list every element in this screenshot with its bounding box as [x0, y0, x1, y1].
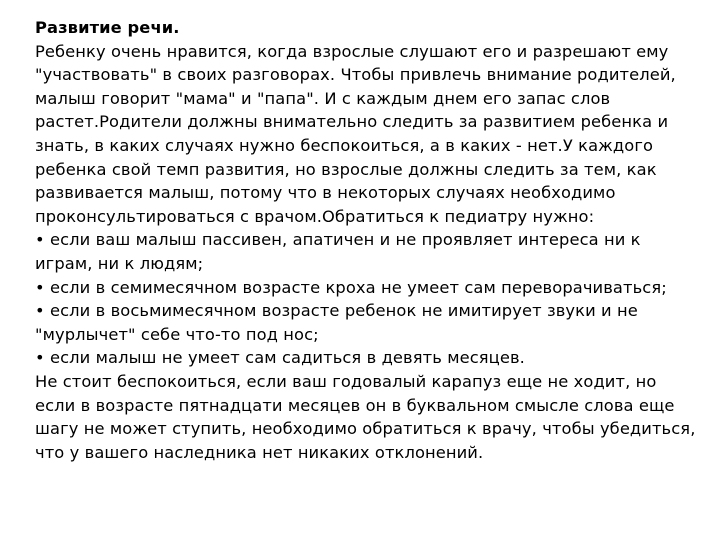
- text-line: развивается малыш, потому что в некоторых случаях необходимо: [35, 183, 616, 203]
- text-line: малыш говорит "мама" и "папа". И с каждым днем его запас слов: [35, 88, 611, 108]
- bullet-item: • если малыш не умеет сам садиться в девять месяцев.: [35, 348, 525, 368]
- text-line: шагу не может ступить, необходимо обратиться к врачу, чтобы убедиться,: [35, 419, 696, 439]
- text-line: если в возрасте пятнадцати месяцев он в буквальном смысле слова еще: [35, 395, 675, 415]
- text-line: знать, в каких случаях нужно беспокоиться, а в каких - нет.У каждого: [35, 135, 654, 155]
- text-line: что у вашего наследника нет никаких отклонений.: [35, 442, 484, 462]
- bullet-item: • если в восьмимесячном возрасте ребенок не имитирует звуки и не: [35, 301, 638, 321]
- text-line: "мурлычет" себе что-то под нос;: [35, 324, 319, 344]
- text-line: играм, ни к людям;: [35, 253, 204, 273]
- text-line: растет.Родители должны внимательно следить за развитием ребенка и: [35, 112, 669, 132]
- text-line: проконсультироваться с врачом.Обратиться к педиатру нужно:: [35, 206, 595, 226]
- text-line: ребенка свой темп развития, но взрослые должны следить за тем, как: [35, 159, 657, 179]
- text-line: "участвовать" в своих разговорах. Чтобы привлечь внимание родителей,: [35, 65, 676, 85]
- text-block: [35, 16, 695, 464]
- text-line: Ребенку очень нравится, когда взрослые слушают его и разрешают ему: [35, 41, 669, 61]
- heading: Развитие речи.: [35, 18, 180, 37]
- text-line: Не стоит беспокоиться, если ваш годовалый карапуз еще не ходит, но: [35, 371, 657, 391]
- bullet-item: • если в семимесячном возрасте кроха не умеет сам переворачиваться;: [35, 277, 667, 297]
- bullet-item: • если ваш малыш пассивен, апатичен и не проявляет интереса ни к: [35, 230, 641, 250]
